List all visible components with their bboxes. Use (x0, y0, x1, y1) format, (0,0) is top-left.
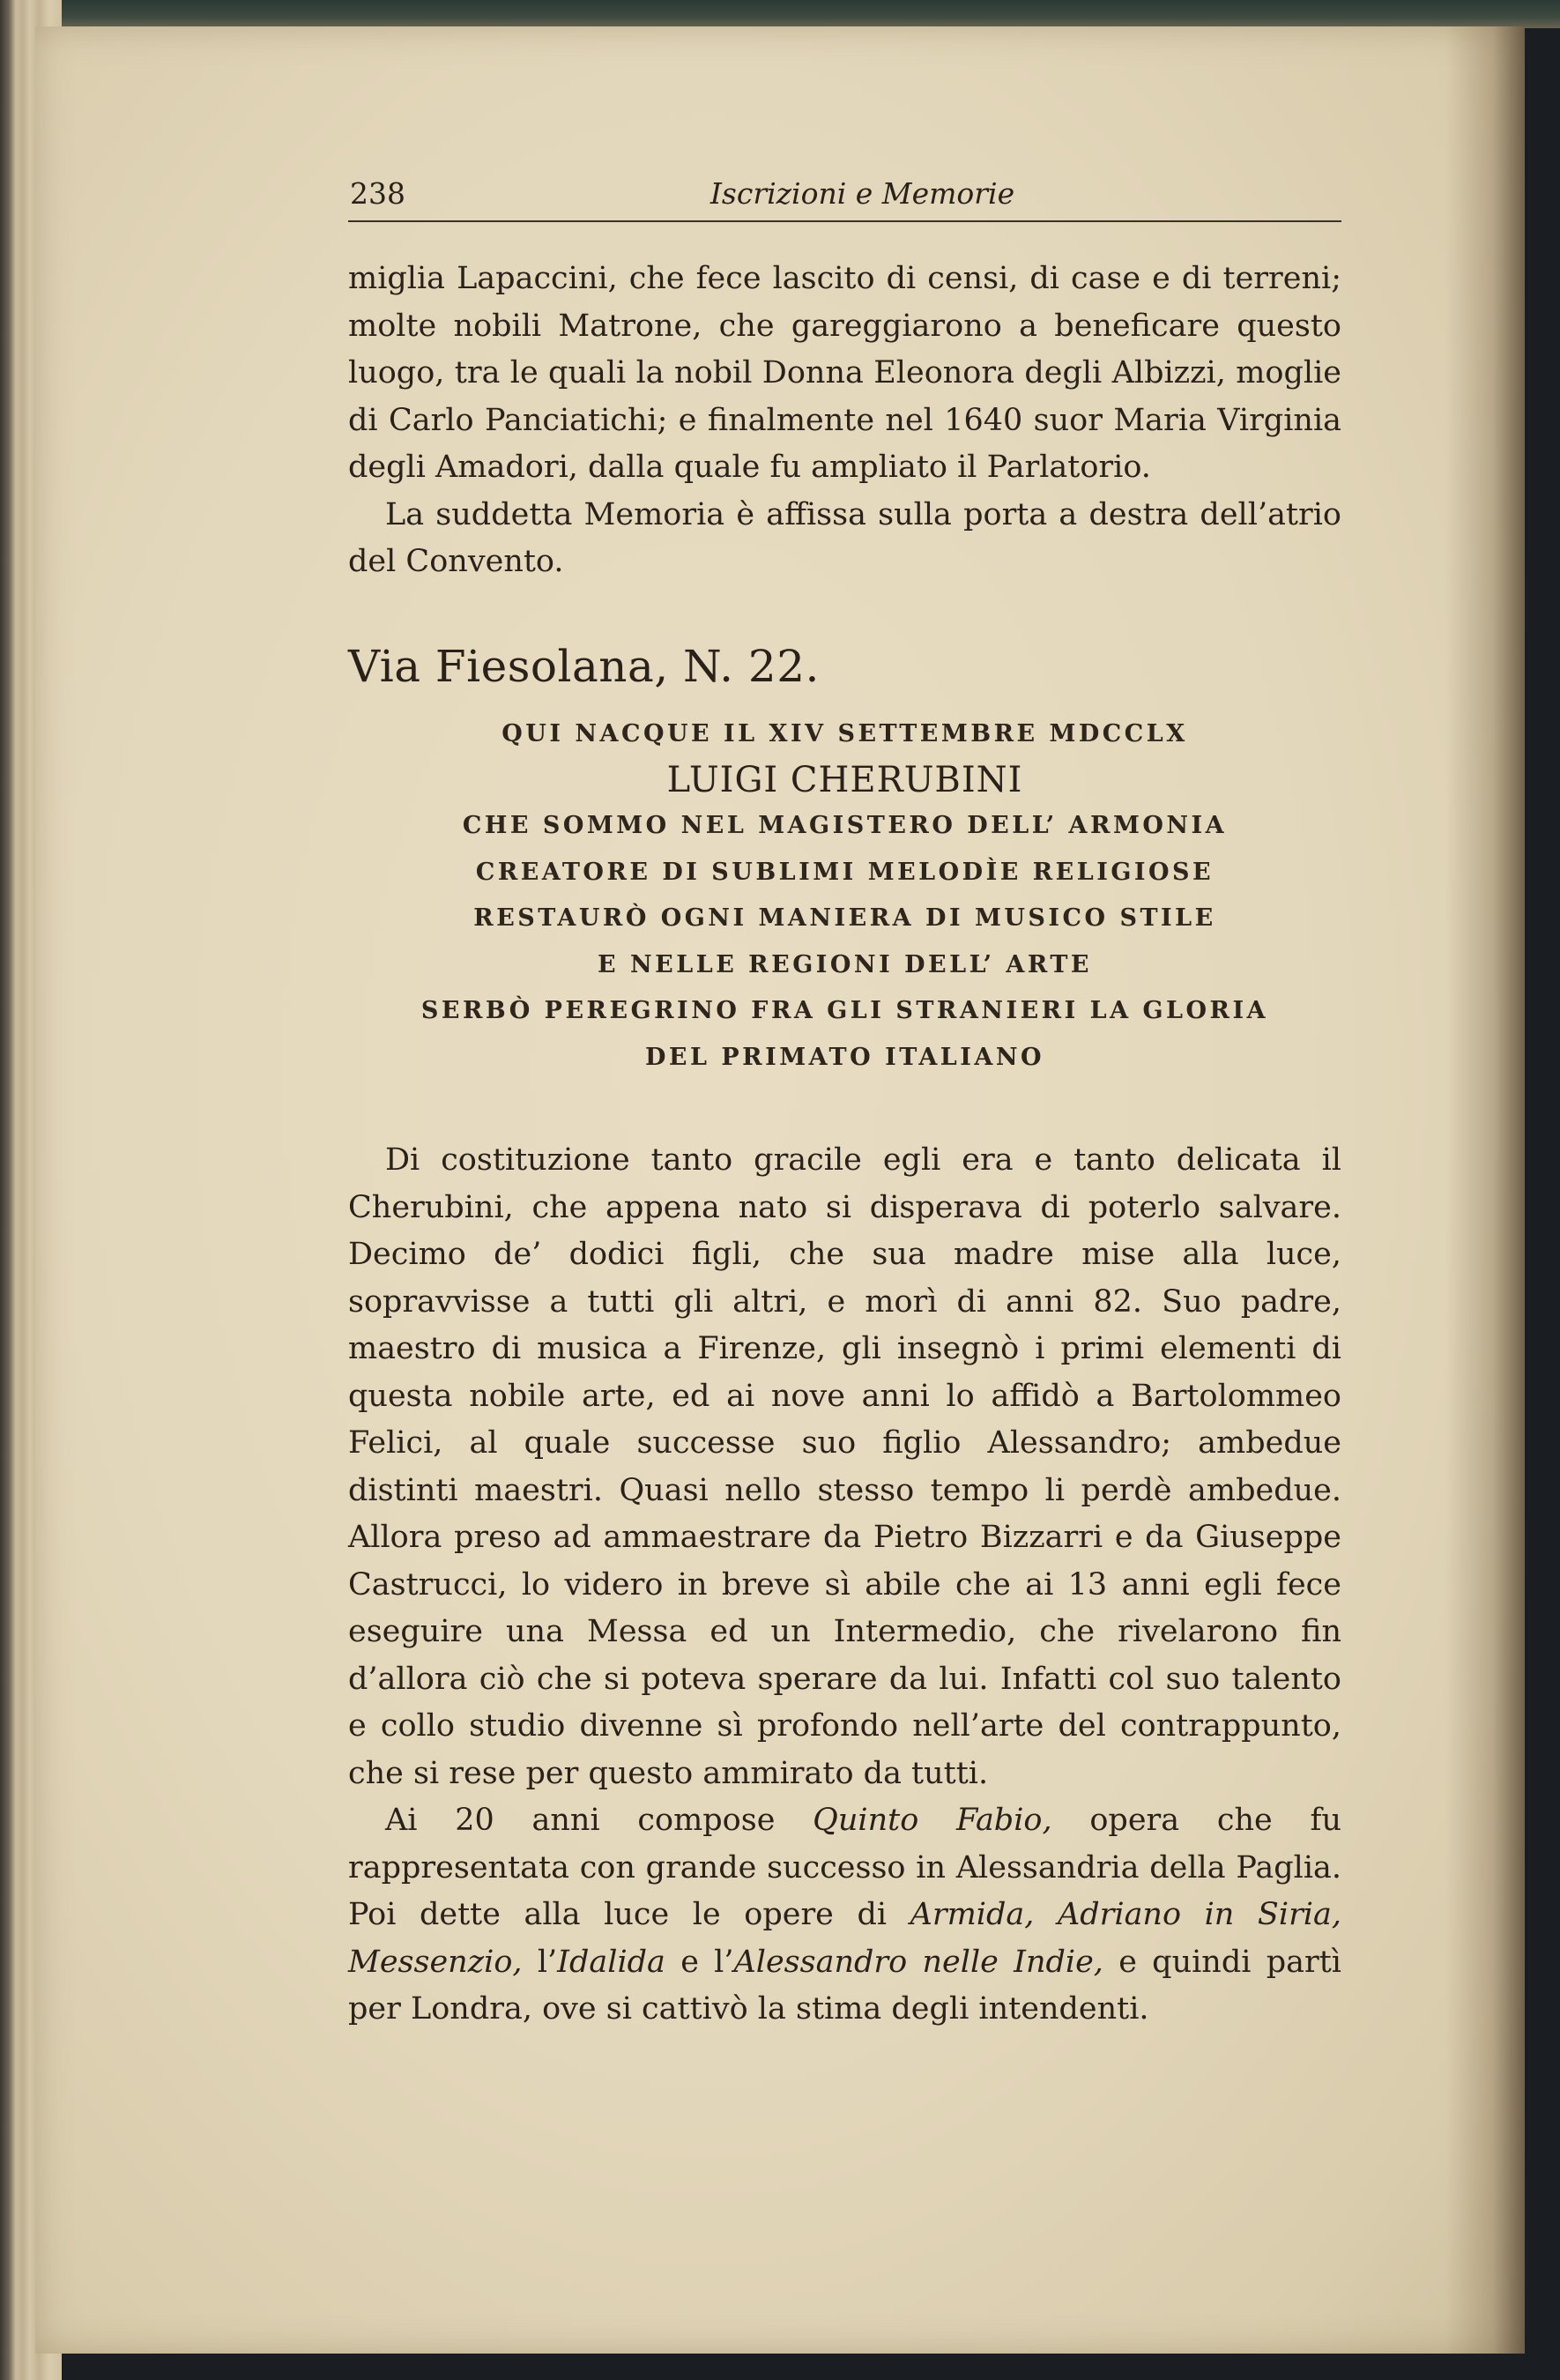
paragraph-continuation: miglia Lapaccini, che fece lascito di censi, di case e di terreni; molte nobili Matrone, che gareggiarono a beneficare questo luogo, tra le quali la nobil Donna Eleonora degli Albizzi, moglie di Carlo Panciatichi; e finalmente nel 1640 suor Maria Virginia degli Amadori, dalla quale fu ampliato il Parlatorio. (348, 261, 1341, 485)
work-title-idalida: Idalida (557, 1944, 665, 1980)
inscription-line-1: QUI NACQUE IL XIV SETTEMBRE MDCCLX (501, 719, 1188, 747)
inscription-line-5: RESTAURÒ OGNI MANIERA DI MUSICO STILE (473, 904, 1216, 932)
page-content (348, 167, 1341, 2034)
inscription-name: LUIGI CHERUBINI (666, 760, 1023, 800)
work-title-alessandro: Alessandro nelle Indie, (733, 1944, 1103, 1980)
paragraph-memoria-location: La suddetta Memoria è affissa sulla porta a destra dell’atrio del Convento. (348, 496, 1341, 579)
inscription-line-3: CHE SOMMO NEL MAGISTERO DELL’ ARMONIA (462, 812, 1228, 839)
works-text-3: l’ (522, 1944, 558, 1980)
running-title: Iscrizioni e Memorie (709, 176, 1015, 211)
works-text-5: e quindi partì per Londra, ove si cattivò la stima degli intendenti. (348, 1944, 1341, 2027)
work-titles-armida-adriano-messenzio: Armida, Adriano in Siria, Messenzio, (348, 1897, 1341, 1980)
page-number: 238 (350, 176, 405, 211)
inscription (348, 711, 1341, 1082)
running-head (348, 167, 1341, 222)
work-title-quinto-fabio: Quinto Fabio, (813, 1803, 1052, 1838)
inscription-line-6: E NELLE REGIONI DELL’ ARTE (598, 950, 1092, 978)
works-text-1: Ai 20 anni compose (385, 1803, 813, 1838)
works-text-2: opera che fu rappresentata con grande successo in Alessandria della Paglia. Poi dette alla luce le opere di (348, 1803, 1341, 1932)
paragraph-works (348, 1797, 1341, 2034)
book-top-edge (0, 0, 1560, 28)
binding-shadow (1445, 26, 1525, 2354)
inscription-line-4: CREATORE DI SUBLIMI MELODÌE RELIGIOSE (475, 858, 1215, 886)
inscription-line-8: DEL PRIMATO ITALIANO (644, 1043, 1045, 1071)
inscription-line-7: SERBÒ PEREGRINO FRA GLI STRANIERI LA GLORIA (420, 997, 1269, 1024)
section-heading: Via Fiesolana, N. 22. (348, 640, 820, 692)
paragraph-biography: Di costituzione tanto gracile egli era e tanto delicata il Cherubini, che appena nato si disperava di poterlo salvare. Decimo de’ dodici figli, che sua madre mise alla luce, sopravvisse a tutti gli altri, e morì di anni 82. Suo padre, maestro di musica a Firenze, gli insegnò i primi elementi di questa nobile arte, ed ai nove anni lo affidò a Bartolommeo Felici, al quale successe suo figlio Alessandro; ambedue distinti maestri. Quasi nello stesso tempo li perdè ambedue. Allora preso ad ammaestrare da Pietro Bizzarri e da Giuseppe Castrucci, lo videro in breve sì abile che ai 13 anni egli fece eseguire una Messa ed un Intermedio, che rivelarono fin d’allora ciò che si poteva sperare da lui. Infatti col suo talento e collo studio divenne sì profondo nell’arte del contrappunto, che si rese per questo ammirato da tutti. (348, 1142, 1341, 1791)
works-text-4: e l’ (665, 1944, 734, 1980)
